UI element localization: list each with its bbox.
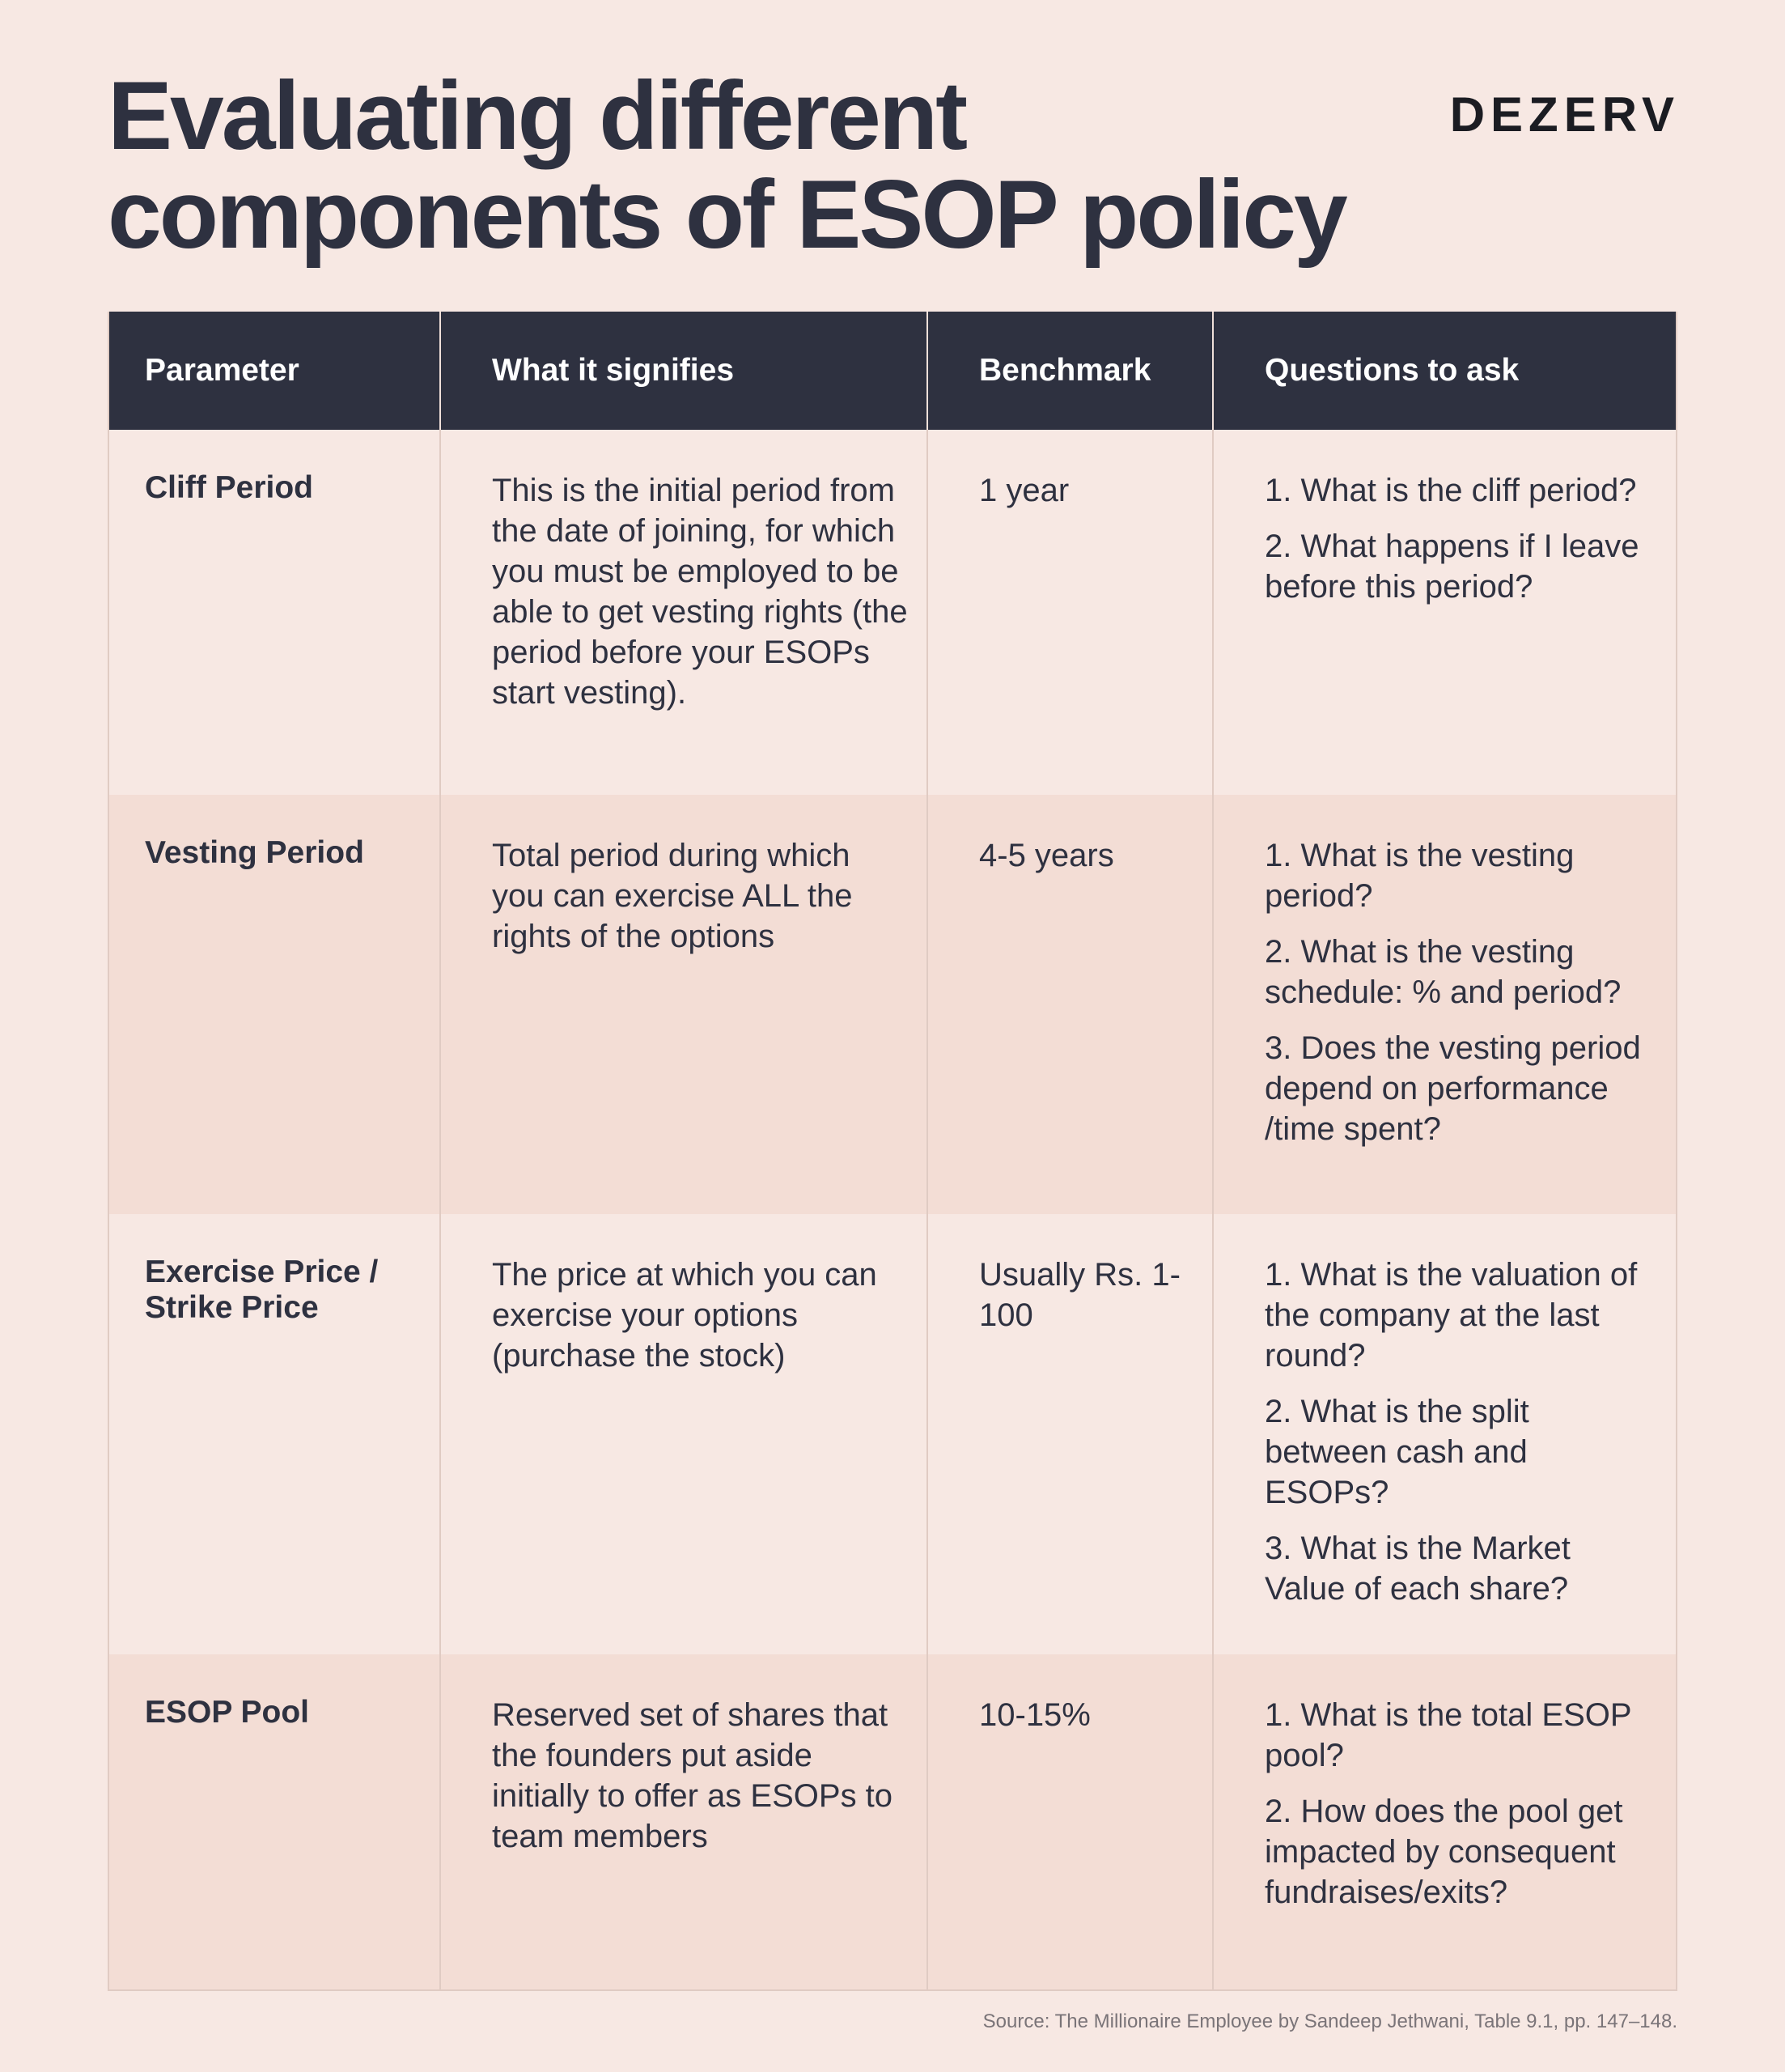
- signifies-cell: The price at which you can exercise your options (purchase the stock): [441, 1214, 928, 1654]
- column-header-signifies: What it signifies: [441, 312, 928, 430]
- question-item: 2. What is the vesting schedule: % and period?: [1265, 934, 1622, 1010]
- source-note: Source: The Millionaire Employee by Sandeep Jethwani, Table 9.1, pp. 147–148.: [982, 2010, 1677, 2032]
- column-header-questions: Questions to ask: [1265, 353, 1520, 388]
- title-line-2: components of ESOP policy: [108, 160, 1346, 269]
- brand-logo: DEZERV: [1449, 87, 1680, 142]
- table-header-row: [109, 312, 1676, 430]
- question-item: 3. Does the vesting period depend on performance /time spent?: [1265, 1030, 1641, 1147]
- table-row: [109, 1214, 1676, 1654]
- parameter-cell: Vesting Period: [109, 795, 441, 1214]
- page-title: [108, 62, 1402, 269]
- title-line-1: Evaluating different: [108, 62, 966, 170]
- questions-cell: [1214, 1214, 1676, 1654]
- table-row: [109, 1654, 1676, 1989]
- signifies-cell: This is the initial period from the date of joining, for which you must be employed to be able to get vesting rights (the period before your ESOPs start vesting).: [441, 430, 928, 795]
- benchmark-cell: Usually Rs. 1-100: [928, 1214, 1214, 1654]
- parameter-cell: ESOP Pool: [109, 1654, 441, 1989]
- questions-cell: [1214, 430, 1676, 795]
- signifies-cell: Total period during which you can exercise ALL the rights of the options: [441, 795, 928, 1214]
- esop-table: [108, 312, 1677, 1991]
- parameter-cell: Exercise Price / Strike Price: [109, 1214, 441, 1654]
- parameter-cell: Cliff Period: [109, 430, 441, 795]
- questions-cell: [1214, 795, 1676, 1214]
- question-item: 2. How does the pool get impacted by consequent fundraises/exits?: [1265, 1794, 1623, 1910]
- question-item: 3. What is the Market Value of each share?: [1265, 1531, 1571, 1607]
- question-item: 1. What is the valuation of the company at the last round?: [1265, 1257, 1638, 1374]
- signifies-cell: Reserved set of shares that the founders put aside initially to offer as ESOPs to team members: [441, 1654, 928, 1989]
- question-item: 2. What happens if I leave before this period?: [1265, 529, 1639, 605]
- table-row: [109, 795, 1676, 1214]
- question-item: 1. What is the total ESOP pool?: [1265, 1697, 1631, 1773]
- benchmark-cell: 4-5 years: [928, 795, 1214, 1214]
- column-header-benchmark: Benchmark: [928, 312, 1214, 430]
- question-item: 1. What is the cliff period?: [1265, 473, 1637, 508]
- question-item: 2. What is the split between cash and ESOPs?: [1265, 1394, 1529, 1510]
- benchmark-cell: 1 year: [928, 430, 1214, 795]
- column-header-parameter: Parameter: [109, 312, 441, 430]
- table-row: [109, 430, 1676, 795]
- benchmark-cell: 10-15%: [928, 1654, 1214, 1989]
- question-item: 1. What is the vesting period?: [1265, 838, 1575, 914]
- questions-cell: [1214, 1654, 1676, 1989]
